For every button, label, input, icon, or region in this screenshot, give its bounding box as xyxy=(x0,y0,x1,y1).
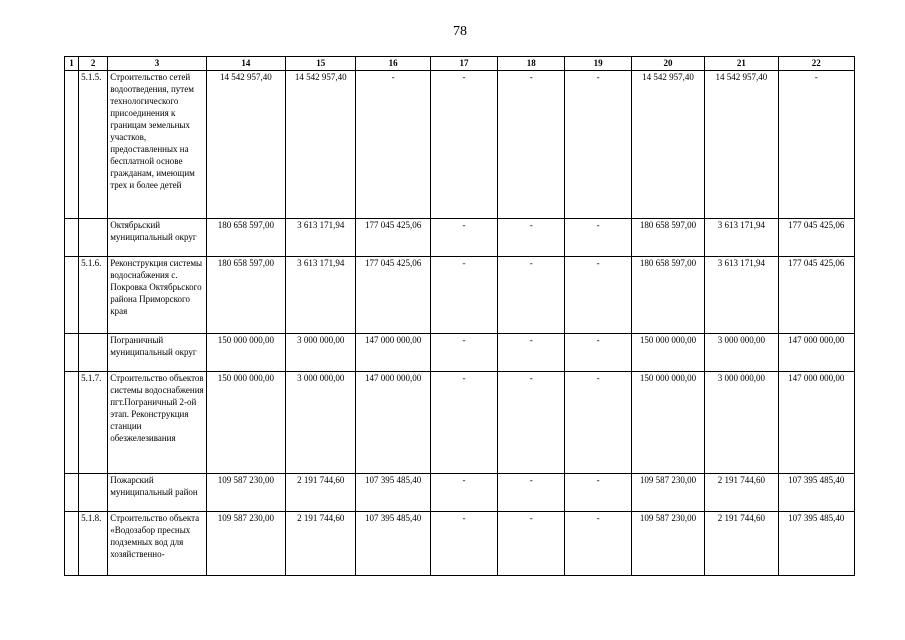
table-cell: - xyxy=(356,71,430,219)
row-code: 5.1.6. xyxy=(79,257,108,334)
table-cell: - xyxy=(430,372,497,474)
table-cell: 3 613 171,94 xyxy=(705,219,778,257)
table-cell: 109 587 230,00 xyxy=(206,474,285,512)
column-header: 2 xyxy=(79,57,108,71)
table-cell: 147 000 000,00 xyxy=(356,334,430,372)
table-cell: 3 000 000,00 xyxy=(705,334,778,372)
table-cell: 3 613 171,94 xyxy=(286,219,356,257)
table-cell: - xyxy=(430,512,497,576)
table-cell: 177 045 425,06 xyxy=(778,257,855,334)
table-cell: - xyxy=(778,71,855,219)
column-header: 15 xyxy=(286,57,356,71)
table-cell: 3 000 000,00 xyxy=(705,372,778,474)
table-cell: 107 395 485,40 xyxy=(778,474,855,512)
table-cell: 3 000 000,00 xyxy=(286,372,356,474)
table-cell: - xyxy=(565,219,631,257)
table-cell: 109 587 230,00 xyxy=(631,512,704,576)
table-cell: 109 587 230,00 xyxy=(631,474,704,512)
row-name: Строительство объекта «Водозабор пресных подземных вод для хозяйственно- xyxy=(108,512,206,576)
table-cell: 147 000 000,00 xyxy=(778,334,855,372)
table-cell: 3 613 171,94 xyxy=(286,257,356,334)
table-cell: 147 000 000,00 xyxy=(778,372,855,474)
table-cell: - xyxy=(565,334,631,372)
row-name: Пограничный муниципальный округ xyxy=(108,334,206,372)
column-header: 3 xyxy=(108,57,206,71)
table-cell: 3 613 171,94 xyxy=(705,257,778,334)
table-row xyxy=(65,71,855,219)
table-cell: - xyxy=(498,474,565,512)
table-cell: 150 000 000,00 xyxy=(631,334,704,372)
table-cell: 109 587 230,00 xyxy=(206,512,285,576)
table-cell: 107 395 485,40 xyxy=(356,512,430,576)
table-cell: - xyxy=(430,474,497,512)
row-code xyxy=(79,474,108,512)
table-cell xyxy=(65,71,79,219)
budget-table xyxy=(64,56,855,576)
row-name: Строительство сетей водоотведения, путем технологического присоединения к границам земельных участков, предоставленных на бесплатной основе гражданам, имеющим трех и более детей xyxy=(108,71,206,219)
table-cell: - xyxy=(498,219,565,257)
column-header: 14 xyxy=(206,57,285,71)
table-cell: - xyxy=(565,372,631,474)
table-cell: 177 045 425,06 xyxy=(778,219,855,257)
table-cell: 150 000 000,00 xyxy=(631,372,704,474)
column-header: 22 xyxy=(778,57,855,71)
row-code: 5.1.8. xyxy=(79,512,108,576)
table-cell: 147 000 000,00 xyxy=(356,372,430,474)
table-cell: 180 658 597,00 xyxy=(206,219,285,257)
column-header: 17 xyxy=(430,57,497,71)
table-cell xyxy=(65,334,79,372)
table-row xyxy=(65,474,855,512)
table-cell: 177 045 425,06 xyxy=(356,219,430,257)
row-code: 5.1.5. xyxy=(79,71,108,219)
column-header: 1 xyxy=(65,57,79,71)
table-row xyxy=(65,219,855,257)
table-cell: 177 045 425,06 xyxy=(356,257,430,334)
column-header: 20 xyxy=(631,57,704,71)
table-cell: - xyxy=(498,334,565,372)
table-cell: 180 658 597,00 xyxy=(631,219,704,257)
table-cell xyxy=(65,474,79,512)
table-cell: 14 542 957,40 xyxy=(705,71,778,219)
table-cell: 2 191 744,60 xyxy=(286,512,356,576)
table-cell: 14 542 957,40 xyxy=(631,71,704,219)
table-cell: 180 658 597,00 xyxy=(631,257,704,334)
row-name: Пожарский муниципальный район xyxy=(108,474,206,512)
row-name: Октябрьский муниципальный округ xyxy=(108,219,206,257)
column-header: 16 xyxy=(356,57,430,71)
table-cell: 180 658 597,00 xyxy=(206,257,285,334)
table-cell: 107 395 485,40 xyxy=(778,512,855,576)
column-header: 21 xyxy=(705,57,778,71)
table-cell: - xyxy=(498,257,565,334)
table-cell xyxy=(65,257,79,334)
page-number: 78 xyxy=(453,24,467,39)
header-row xyxy=(65,57,855,71)
table-cell: 3 000 000,00 xyxy=(286,334,356,372)
table-cell: - xyxy=(498,512,565,576)
column-header: 18 xyxy=(498,57,565,71)
table-cell: - xyxy=(430,71,497,219)
table-cell: - xyxy=(565,257,631,334)
column-header: 19 xyxy=(565,57,631,71)
table-cell: - xyxy=(430,257,497,334)
table-cell: - xyxy=(430,334,497,372)
table-cell xyxy=(65,512,79,576)
table-cell: 14 542 957,40 xyxy=(286,71,356,219)
table-cell: 150 000 000,00 xyxy=(206,372,285,474)
table-cell: - xyxy=(498,372,565,474)
table-cell: - xyxy=(430,219,497,257)
table-cell: 2 191 744,60 xyxy=(705,512,778,576)
row-name: Реконструкция системы водоснабжения с. Покровка Октябрьского района Приморского края xyxy=(108,257,206,334)
row-code xyxy=(79,334,108,372)
table-cell xyxy=(65,372,79,474)
table-cell: - xyxy=(498,71,565,219)
table-row xyxy=(65,257,855,334)
table-cell: - xyxy=(565,512,631,576)
table-row xyxy=(65,512,855,576)
table-cell xyxy=(65,219,79,257)
table-cell: 150 000 000,00 xyxy=(206,334,285,372)
table-cell: - xyxy=(565,474,631,512)
row-name: Строительство объектов системы водоснабжения пгт.Пограничный 2-ой этап. Реконструкция станции обезжелезивания xyxy=(108,372,206,474)
table-cell: - xyxy=(565,71,631,219)
row-code: 5.1.7. xyxy=(79,372,108,474)
table-cell: 14 542 957,40 xyxy=(206,71,285,219)
table-cell: 2 191 744,60 xyxy=(705,474,778,512)
row-code xyxy=(79,219,108,257)
table-row xyxy=(65,372,855,474)
table-cell: 2 191 744,60 xyxy=(286,474,356,512)
table-row xyxy=(65,334,855,372)
table-cell: 107 395 485,40 xyxy=(356,474,430,512)
